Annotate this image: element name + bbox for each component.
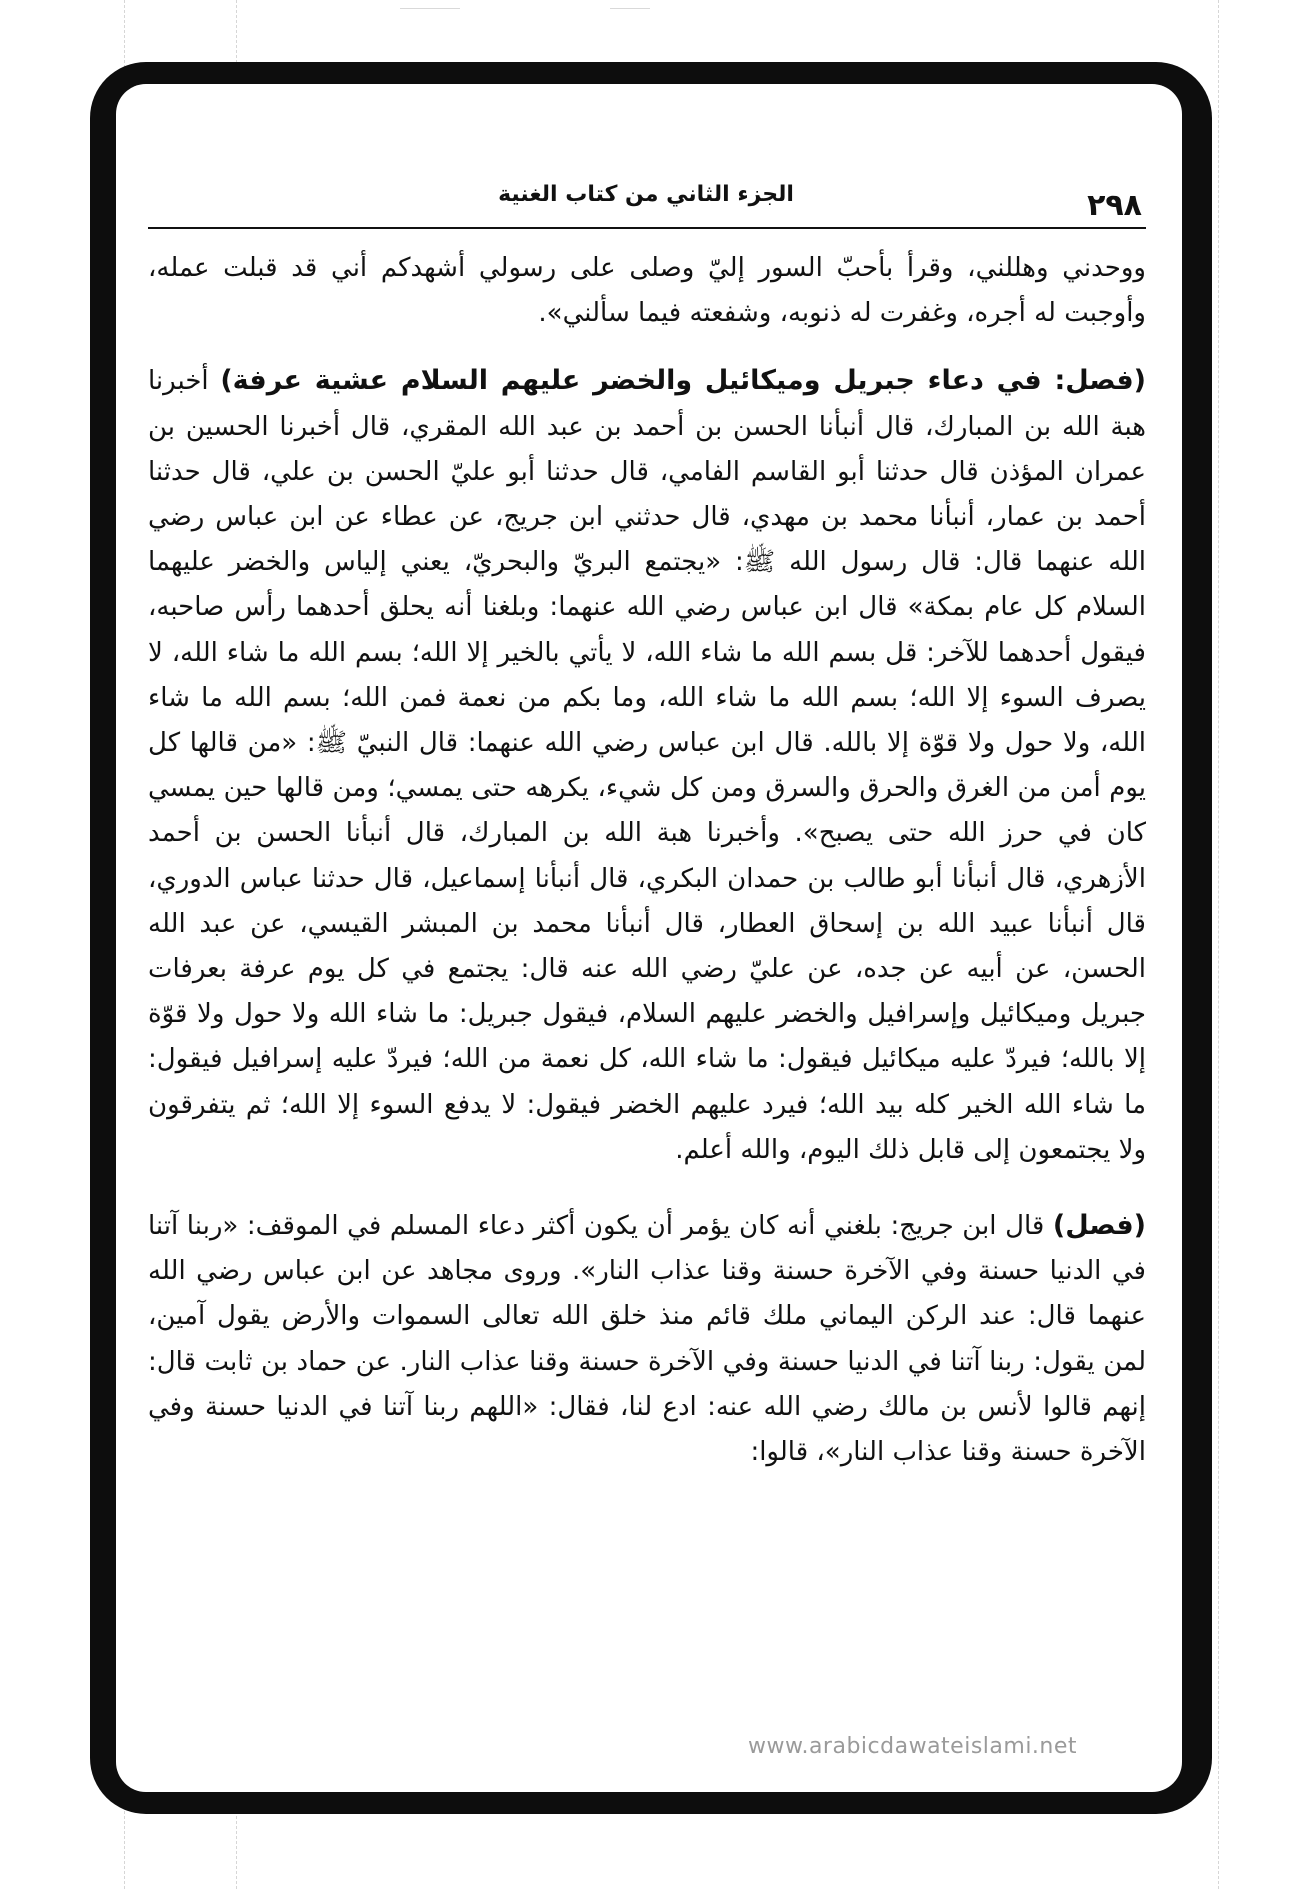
- section-heading: (فصل): [1052, 1210, 1146, 1242]
- page-number: ٢٩٨: [1087, 188, 1142, 223]
- paragraph: [148, 1203, 1146, 1475]
- scan-artifact-vertical: [1218, 0, 1219, 1889]
- scan-artifact-horizontal: [400, 8, 460, 9]
- header-divider: [148, 227, 1146, 229]
- section-heading: (فصل: في دعاء جبريل وميكائيل والخضر عليهم السلام عشية عرفة): [220, 365, 1146, 397]
- running-title: الجزء الثاني من كتاب الغنية: [498, 182, 794, 207]
- paragraph-text: ووحدني وهللني، وقرأ بأحبّ السور إليّ وصلى على رسولي أشهدكم أني قد قبلت عمله، وأوجبت له أجره، وغفرت له ذنوبه، وشفعته فيما سألني».: [148, 253, 1146, 329]
- paragraph-text: قال ابن جريج: بلغني أنه كان يؤمر أن يكون أكثر دعاء المسلم في الموقف: «ربنا آتنا في الدنيا حسنة وفي الآخرة حسنة وقنا عذاب النار». وروى مجاهد عن ابن عباس رضي الله عنهما قال: عند الركن اليماني ملك قائم منذ خلق الله تعالى السموات والأرض يقول آمين، لمن يقول: ربنا آتنا في الدنيا حسنة وفي الآخرة حسنة وقنا عذاب النار. عن حماد بن ثابت قال: إنهم قالوا لأنس بن مالك رضي الله عنه: ادع لنا، فقال: «اللهم ربنا آتنا في الدنيا حسنة وفي الآخرة حسنة وقنا عذاب النار»، قالوا:: [148, 1211, 1146, 1468]
- paragraph-text: أخبرنا هبة الله بن المبارك، قال أنبأنا الحسن بن أحمد بن عبد الله المقري، قال أخبرنا الحسين بن عمران المؤذن قال حدثنا أبو القاسم الفامي، قال حدثنا أبو عليّ الحسن بن علي، قال حدثنا أحمد بن عمار، أنبأنا محمد بن مهدي، قال حدثني ابن جريج، عن عطاء عن ابن عباس رضي الله عنهما قال: قال رسول الله ﷺ: «يجتمع البريّ والبحريّ، يعني إلياس والخضر عليهما السلام كل عام بمكة» قال ابن عباس رضي الله عنهما: وبلغنا أنه يحلق أحدهما رأس صاحبه، فيقول أحدهما للآخر: قل بسم الله ما شاء الله، لا يأتي بالخير إلا الله؛ بسم الله ما شاء الله، لا يصرف السوء إلا الله؛ بسم الله ما شاء الله، وما بكم من نعمة فمن الله؛ بسم الله ما شاء الله، ولا حول ولا قوّة إلا بالله. قال ابن عباس رضي الله عنهما: قال النبيّ ﷺ: «من قالها كل يوم أمن من الغرق والحرق والسرق ومن كل شيء، يكرهه حتى يمسي؛ ومن قالها حين يمسي كان في حرز الله حتى يصبح». وأخبرنا هبة الله بن المبارك، قال أنبأنا الحسن بن أحمد الأزهري، قال أنبأنا أبو طالب بن حمدان البكري، قال أنبأنا إسماعيل، قال حدثنا عباس الدوري، قال أنبأنا عبيد الله بن إسحاق العطار، قال أنبأنا محمد بن المبشر القيسي، عن عبد الله الحسن، عن أبيه عن جده، عن عليّ رضي الله عنه قال: يجتمع في كل يوم عرفة بعرفات جبريل وميكائيل وإسرافيل والخضر عليهم السلام، فيقول جبريل: ما شاء الله ولا حول ولا قوّة إلا بالله؛ فيردّ عليه ميكائيل فيقول: ما شاء الله، كل نعمة من الله؛ فيردّ عليه إسرافيل فيقول: ما شاء الله الخير كله بيد الله؛ فيرد عليهم الخضر فيقول: لا يدفع السوء إلا الله؛ ثم يتفرقون ولا يجتمعون إلى قابل ذلك اليوم، والله أعلم.: [148, 366, 1146, 1165]
- watermark-url: www.arabicdawateislami.net: [748, 1734, 1078, 1759]
- paragraph: [148, 246, 1146, 336]
- paragraph: [148, 358, 1146, 1173]
- page-header: [140, 176, 1152, 228]
- scan-artifact-horizontal: [610, 8, 650, 9]
- body-text: [148, 246, 1146, 1475]
